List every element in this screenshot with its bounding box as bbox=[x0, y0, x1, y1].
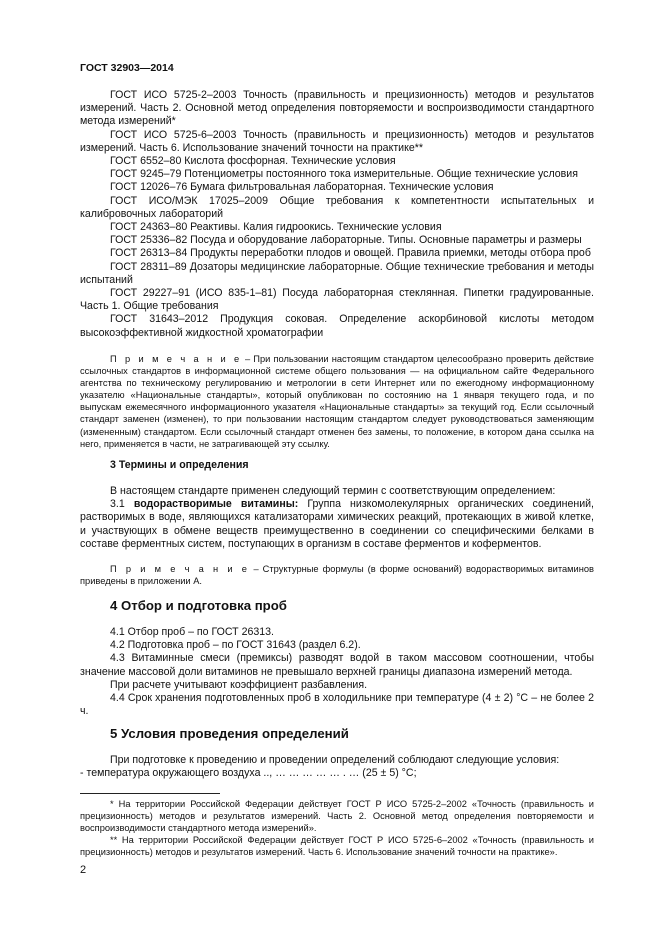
paragraph: 4.2 Подготовка проб – по ГОСТ 31643 (раздел 6.2). bbox=[110, 639, 361, 652]
footnote: ** На территории Российской Федерации действует ГОСТ Р ИСО 5725-6–2002 «Точность (правильность и прецизионность) методов и результатов измерений. Часть 6. Использование значений точности на практике». bbox=[80, 835, 594, 858]
section-3-body bbox=[80, 485, 594, 551]
reference-item: ГОСТ 31643–2012 Продукция соковая. Определение аскорбиновой кислоты методом высокоэффективной жидкостной хроматографии bbox=[80, 313, 594, 339]
reference-item: ГОСТ 6552–80 Кислота фосфорная. Технические условия bbox=[110, 155, 396, 168]
note-label: П р и м е ч а н и е bbox=[110, 564, 250, 574]
note-text: – Структурные формулы (в форме оснований) водорастворимых витаминов приведены в приложении А. bbox=[80, 564, 594, 587]
footnotes bbox=[80, 798, 594, 858]
condition-item: - температура окружающего воздуха .., … … … … … . … (25 ± 5) °С; bbox=[80, 767, 417, 780]
reference-item: ГОСТ 26313–84 Продукты переработки плодов и овощей. Правила приемки, методы отбора проб bbox=[110, 247, 591, 260]
paragraph: 4.4 Срок хранения подготовленных проб в холодильнике при температуре (4 ± 2) °С – не более 2 ч. bbox=[80, 692, 594, 718]
reference-item: ГОСТ 29227–91 (ИСО 835-1–81) Посуда лабораторная стеклянная. Пипетки градуированные. Часть 1. Общие требования bbox=[80, 287, 594, 313]
reference-item: ГОСТ ИСО 5725-2–2003 Точность (правильность и прецизионность) методов и результатов измерений. Часть 2. Основной метод определения повторяемости и воспроизводимости стандартного метода измерений* bbox=[80, 89, 594, 128]
section-4-body bbox=[80, 626, 594, 718]
references-note bbox=[80, 353, 594, 450]
section-3-note bbox=[80, 563, 594, 587]
section-5-body bbox=[80, 754, 594, 780]
section-5-title: 5 Условия проведения определений bbox=[110, 726, 349, 741]
reference-item: ГОСТ 28311–89 Дозаторы медицинские лабораторные. Общие технические требования и методы испытаний bbox=[80, 260, 594, 286]
term-definition: 3.1 водорастворимые витамины: Группа низкомолекулярных органических соединений, растворимых в воде, являющихся катализаторами химических реакций, протекающих в живой клетке, и участвующих в обмене веществ преимущественно в соединении со специфическими белками в составе ферментных систем, поступающих в организм в составе ферментов и коферментов. bbox=[80, 498, 594, 550]
note-label: П р и м е ч а н и е bbox=[110, 354, 242, 364]
document-header: ГОСТ 32903—2014 bbox=[80, 62, 174, 74]
reference-item: ГОСТ ИСО/МЭК 17025–2009 Общие требования к компетентности испытательных и калибровочных лабораторий bbox=[80, 194, 594, 220]
note-text: – При пользовании настоящим стандартом целесообразно проверить действие ссылочных стандартов в информационной системе общего пользования — на официальном сайте Федерального агентства по техническому регулированию и метрологии в сети Интернет или по ежегодному информационному указателю «Национальные стандарты», который опубликован по состоянию на 1 января текущего года, и по выпускам ежемесячного информационного указателя «Национальные стандарты» за текущий год. Если ссылочный стандарт заменен (изменен), то при пользовании настоящим стандартом следует руководствоваться заменяющим (измененным) стандартом. Если ссылочный стандарт отменен без замены, то положение, в котором дана ссылка на него, применяется в части, не затрагивающей эту ссылку. bbox=[80, 354, 594, 449]
footnote-divider bbox=[80, 793, 220, 794]
reference-item: ГОСТ 12026–76 Бумага фильтровальная лабораторная. Технические условия bbox=[110, 181, 494, 194]
reference-item: ГОСТ 25336–82 Посуда и оборудование лабораторные. Типы. Основные параметры и размеры bbox=[110, 234, 582, 247]
paragraph: 4.1 Отбор проб – по ГОСТ 26313. bbox=[110, 626, 274, 638]
normative-references bbox=[80, 89, 594, 340]
footnote: * На территории Российской Федерации действует ГОСТ Р ИСО 5725-2–2002 «Точность (правильность и прецизионность) методов и результатов измерений. Часть 2. Основной метод определения повторяемости и воспроизводимости стандартного метода измерений». bbox=[80, 799, 594, 834]
paragraph: 4.3 Витаминные смеси (премиксы) разводят водой в таком массовом соотношении, чтобы значение массовой доли витаминов не превышало верхней границы диапазона измерений метода. bbox=[80, 652, 594, 678]
section-4-title: 4 Отбор и подготовка проб bbox=[110, 598, 287, 613]
reference-item: ГОСТ ИСО 5725-6–2003 Точность (правильность и прецизионность) методов и результатов измерений. Часть 6. Использование значений точности на практике** bbox=[80, 128, 594, 154]
reference-item: ГОСТ 24363–80 Реактивы. Калия гидроокись. Технические условия bbox=[110, 221, 442, 234]
paragraph: При подготовке к проведению и проведении определений соблюдают следующие условия: bbox=[110, 754, 560, 766]
page-number: 2 bbox=[80, 864, 87, 876]
term: водорастворимые витамины: bbox=[133, 498, 299, 511]
reference-item: ГОСТ 9245–79 Потенциометры постоянного тока измерительные. Общие технические условия bbox=[110, 168, 578, 181]
section-3-intro: В настоящем стандарте применен следующий термин с соответствующим определением: bbox=[110, 485, 556, 497]
section-3-title: 3 Термины и определения bbox=[110, 459, 249, 471]
paragraph: При расчете учитывают коэффициент разбавления. bbox=[110, 678, 368, 691]
